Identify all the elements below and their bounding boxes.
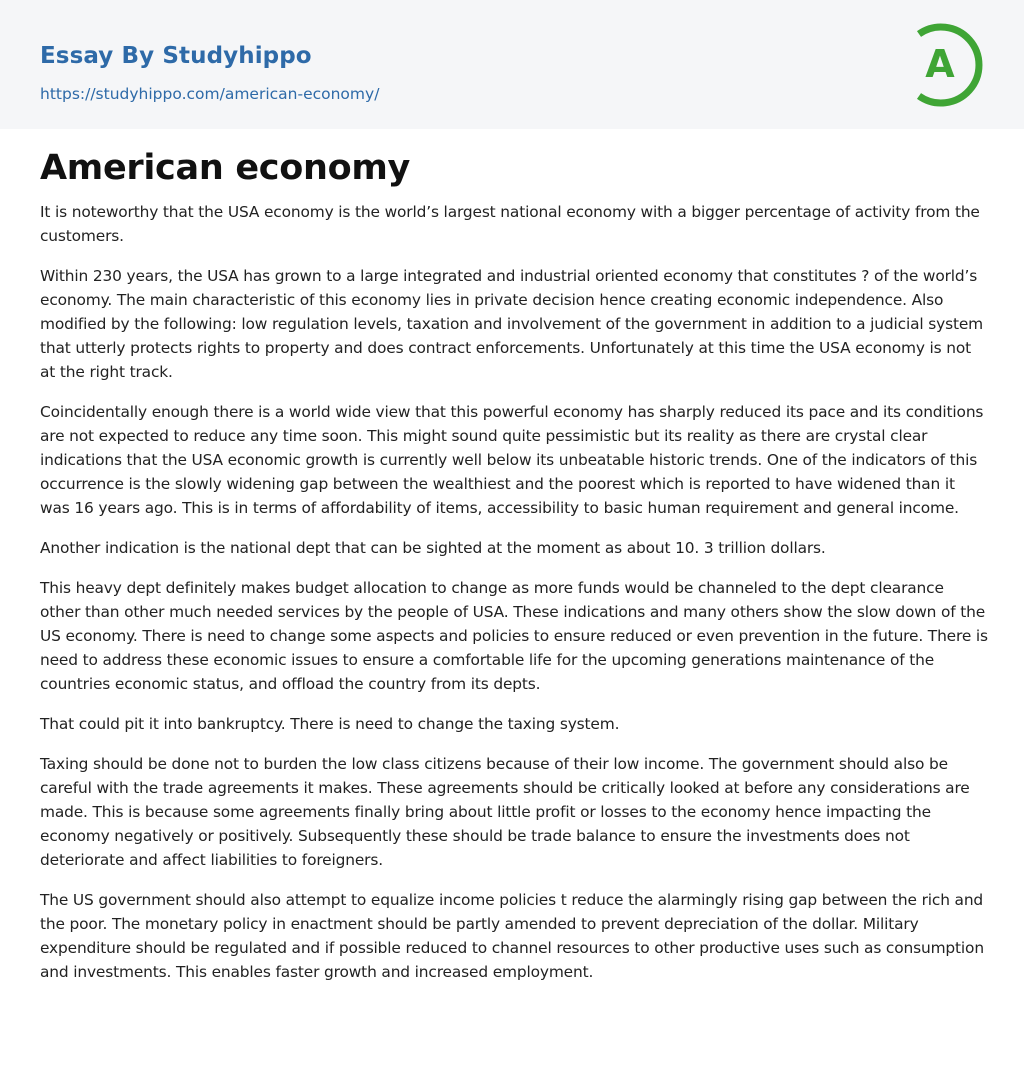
article-paragraph: Another indication is the national dept that can be sighted at the moment as about 10. 3 trillion dollars. (40, 539, 826, 557)
article-paragraph: This heavy dept definitely makes budget allocation to change as more funds would be channeled to the dept clearance other than other much needed services by the people of USA. These indications and many others show the slow down of the US economy. There is need to change some aspects and policies to ensure reduced or even prevention in the future. There is need to address these economic issues to ensure a comfortable life for the upcoming generations maintenance of the countries economic status, and offload the country from its depts. (40, 579, 988, 693)
source-url-link[interactable]: https://studyhippo.com/american-economy/ (40, 85, 380, 103)
article-body (40, 200, 988, 1000)
brand-title: Essay By Studyhippo (40, 43, 312, 69)
article-paragraph: The US government should also attempt to equalize income policies t reduce the alarmingly rising gap between the rich and the poor. The monetary policy in enactment should be partly amended to prevent depreciation of the dollar. Military expenditure should be regulated and if possible reduced to channel resources to other productive uses such as consumption and investments. This enables faster growth and increased employment. (40, 891, 984, 981)
article-paragraph: That could pit it into bankruptcy. There is need to change the taxing system. (40, 715, 620, 733)
page-title: American economy (40, 148, 410, 188)
article-paragraph: Within 230 years, the USA has grown to a large integrated and industrial oriented economy that constitutes ? of the world’s economy. The main characteristic of this economy lies in private decision hence creating economic independence. Also modified by the following: low regulation levels, taxation and involvement of the government in addition to a judicial system that utterly protects rights to property and does contract enforcements. Unfortunately at this time the USA economy is not at the right track. (40, 267, 983, 381)
logo-letter: A (925, 42, 955, 86)
article-paragraph: Coincidentally enough there is a world wide view that this powerful economy has sharply reduced its pace and its conditions are not expected to reduce any time soon. This might sound quite pessimistic but its reality as there are crystal clear indications that the USA economic growth is currently well below its unbeatable historic trends. One of the indicators of this occurrence is the slowly widening gap between the wealthiest and the poorest which is reported to have widened than it was 16 years ago. This is in terms of affordability of items, accessibility to basic human requirement and general income. (40, 403, 984, 517)
article-paragraph: It is noteworthy that the USA economy is the world’s largest national economy with a bigger percentage of activity from the customers. (40, 203, 980, 245)
studyhippo-logo-icon (906, 16, 990, 108)
article-paragraph: Taxing should be done not to burden the low class citizens because of their low income. The government should also be careful with the trade agreements it makes. These agreements should be critically looked at before any considerations are made. This is because some agreements finally bring about little profit or losses to the economy hence impacting the economy negatively or positively. Subsequently these should be trade balance to ensure the investments does not deteriorate and affect liabilities to foreigners. (40, 755, 970, 869)
